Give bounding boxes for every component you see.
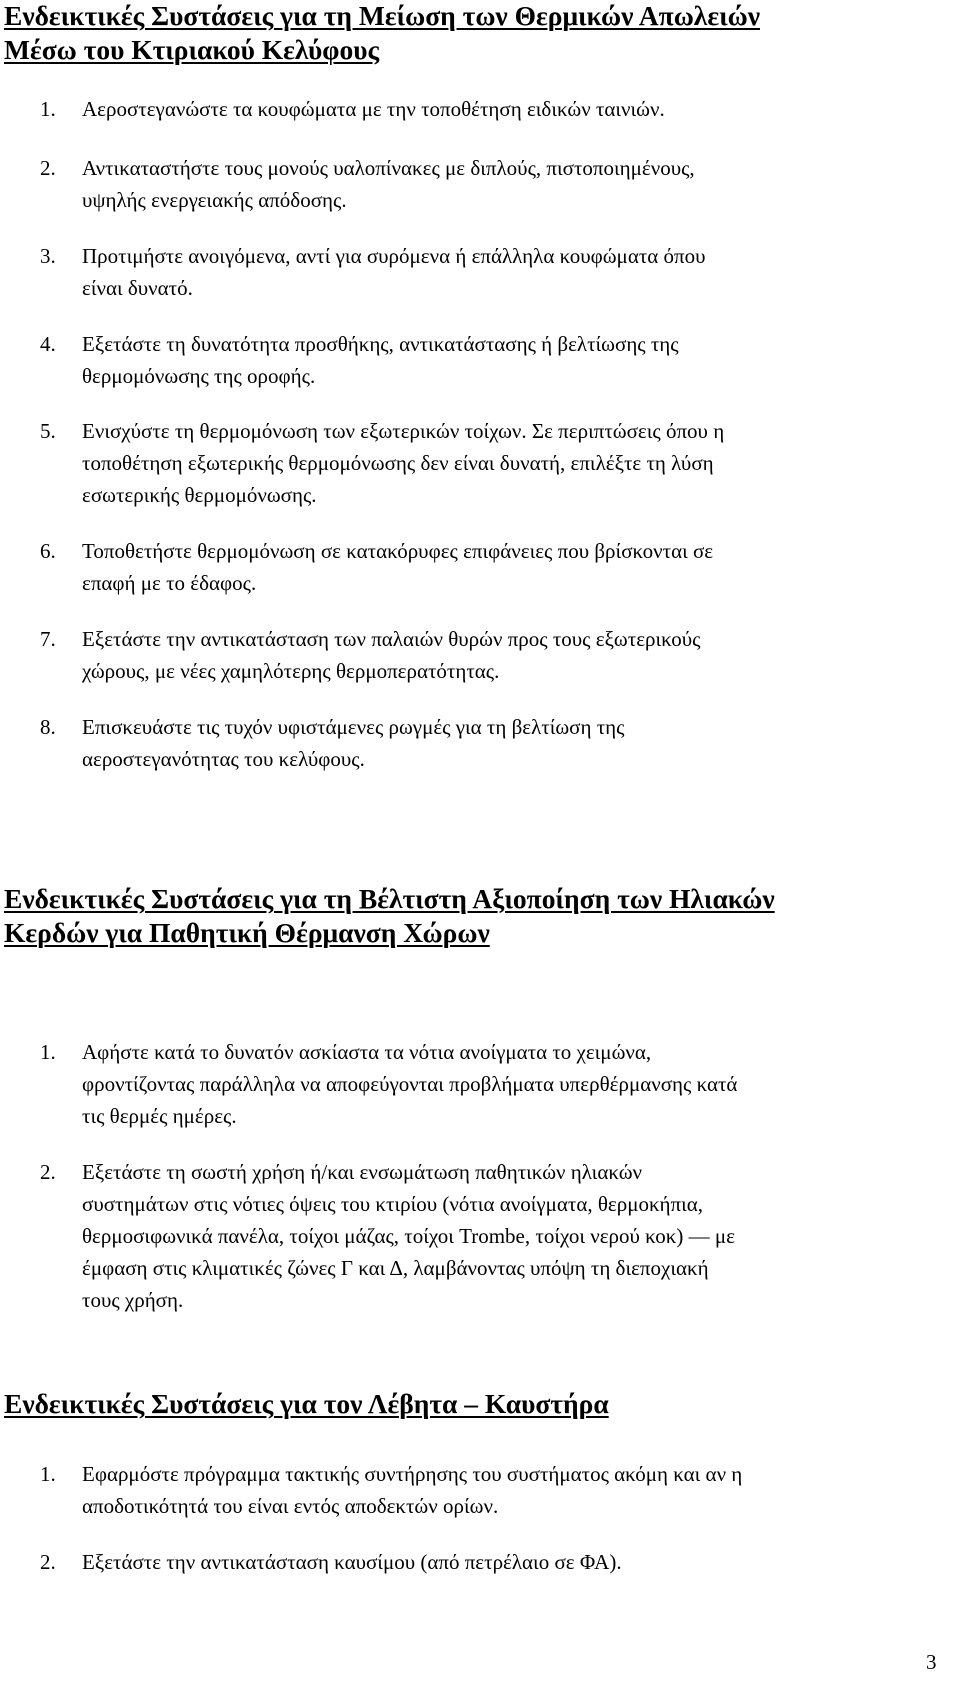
- list-item: 1. Εφαρμόστε πρόγραμμα τακτικής συντήρησης του συστήματος ακόμη και αν η αποδοτικότητά του είναι εντός αποδεκτών ορίων.: [40, 1462, 743, 1518]
- section-heading: Ενδεικτικές Συστάσεις για τη Μείωση των Θερμικών Απωλειών Μέσω του Κτιριακού Κελύφους: [4, 0, 760, 65]
- list-item: 2. Εξετάστε τη σωστή χρήση ή/και ενσωμάτωση παθητικών ηλιακών συστημάτων στις νότιες όψεις του κτιρίου (νότια ανοίγματα, θερμοκήπια, θερμοσιφωνικά πανέλα, τοίχοι μάζας, τοίχοι Trombe, τοίχοι νερού κοκ) — με έμφαση στις κλιματικές ζώνες Γ και Δ, λαμβάνοντας υπόψη τη διεποχιακή τους χρήση.: [40, 1160, 735, 1312]
- list-item: 4. Εξετάστε τη δυνατότητα προσθήκης, αντικατάστασης ή βελτίωσης της θερμομόνωσης της οροφής.: [40, 332, 679, 388]
- list-item: 8. Επισκευάστε τις τυχόν υφιστάμενες ρωγμές για τη βελτίωση της αεροστεγανότητας του κελύφους.: [40, 715, 625, 771]
- list-item: 3. Προτιμήστε ανοιγόμενα, αντί για συρόμενα ή επάλληλα κουφώματα όπου είναι δυνατό.: [40, 244, 706, 300]
- list-item: 2. Εξετάστε την αντικατάσταση καυσίμου (από πετρέλαιο σε ΦΑ).: [40, 1550, 622, 1574]
- list-item: 1. Αφήστε κατά το δυνατόν ασκίαστα τα νότια ανοίγματα το χειμώνα, φροντίζοντας παράλληλα να αποφεύγονται προβλήματα υπερθέρμανσης κατά τις θερμές ημέρες.: [40, 1040, 738, 1128]
- section-heading: Ενδεικτικές Συστάσεις για τον Λέβητα – Καυστήρα: [4, 1388, 609, 1419]
- section-heading: Ενδεικτικές Συστάσεις για τη Βέλτιστη Αξιοποίηση των Ηλιακών Κερδών για Παθητική Θέρμανση Χώρων: [4, 883, 775, 948]
- list-item: 1. Αεροστεγανώστε τα κουφώματα με την τοποθέτηση ειδικών ταινιών.: [40, 97, 665, 121]
- list-item: 6. Τοποθετήστε θερμομόνωση σε κατακόρυφες επιφάνειες που βρίσκονται σε επαφή με το έδαφος.: [40, 539, 714, 595]
- list-item: 7. Εξετάστε την αντικατάσταση των παλαιών θυρών προς τους εξωτερικούς χώρους, με νέες χαμηλότερης θερμοπερατότητας.: [40, 627, 701, 683]
- list-item: 2. Αντικαταστήστε τους μονούς υαλοπίνακες με διπλούς, πιστοποιημένους, υψηλής ενεργειακής απόδοσης.: [40, 156, 695, 212]
- page-number: 3: [926, 1650, 937, 1674]
- list-item: 5. Ενισχύστε τη θερμομόνωση των εξωτερικών τοίχων. Σε περιπτώσεις όπου η τοποθέτηση εξωτερικής θερμομόνωσης δεν είναι δυνατή, επιλέξτε τη λύση εσωτερικής θερμομόνωσης.: [40, 419, 725, 507]
